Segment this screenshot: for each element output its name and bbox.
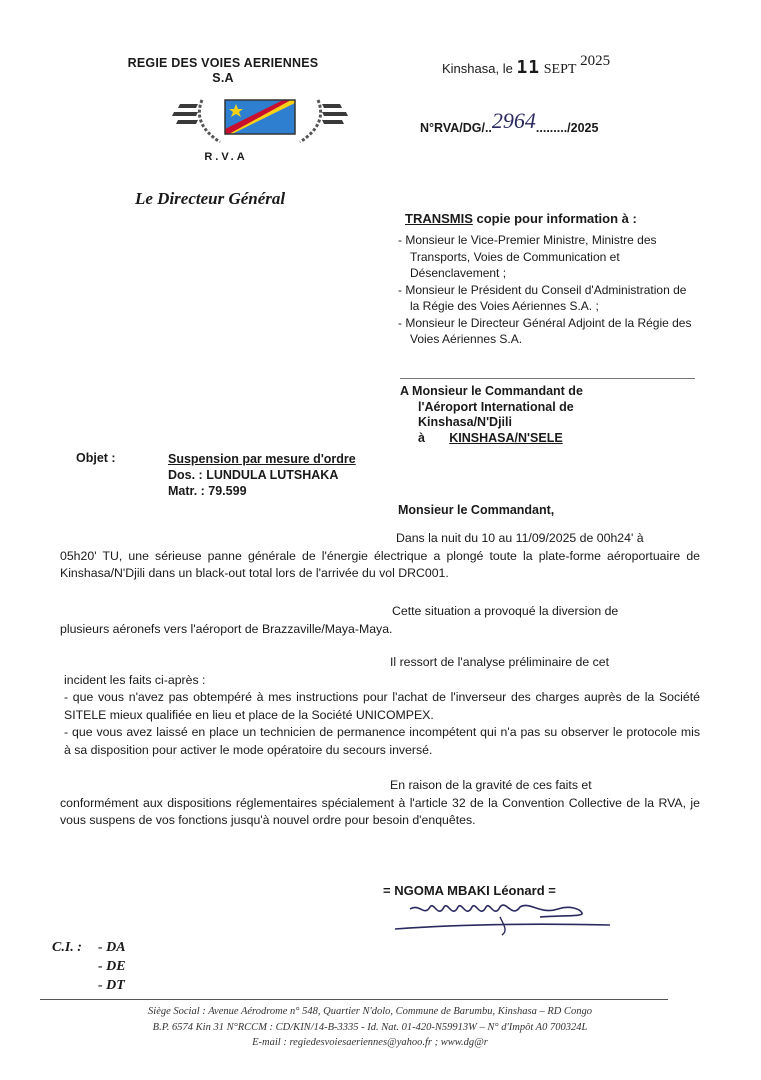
reference-suffix: ........./2025 — [535, 121, 599, 135]
organization-name-line2: S.A — [212, 71, 234, 85]
paragraph-3-bullet-2: - que vous avez laissé en place un technicien de permanence incompétent qui n'a pas su observer le protocole mis à sa disposition pour activer le mode opératoire du secours inversé. — [64, 725, 700, 757]
handwritten-signature-icon — [390, 895, 620, 940]
place-date-prefix: Kinshasa, le — [442, 61, 513, 76]
copy-item: - DT — [98, 978, 125, 993]
logo-label: R.V.A — [204, 151, 248, 163]
date-day: 11 — [516, 57, 541, 78]
addressee-line2: l'Aéroport International de — [418, 399, 574, 414]
addressee-line1: A Monsieur le Commandant de — [400, 384, 583, 398]
paragraph-3-bullet-1: - que vous n'avez pas obtempéré à mes instructions pour l'achat de l'inverseur des charges auprès de la Société SITELE mieux qualifiée en lieu et place de la Société UNICOMPEX. — [64, 690, 700, 722]
organization-name — [98, 56, 348, 86]
rva-logo-icon — [170, 92, 350, 146]
reference-number — [420, 108, 599, 138]
recipient-item: - Monsieur le Directeur Général Adjoint de la Régie des Voies Aériennes S.A. — [398, 315, 692, 346]
reference-prefix: N°RVA/DG/.. — [420, 121, 492, 135]
addressee-line4-prefix: à — [418, 430, 425, 445]
body-paragraph-1 — [60, 530, 700, 583]
copies-block — [52, 938, 126, 993]
subject-dossier: Dos. : LUNDULA LUTSHAKA — [168, 468, 339, 482]
reference-handwritten-number: 2964 — [491, 108, 536, 133]
footer-contact: E-mail : regiedesvoiesaeriennes@yahoo.fr ; www.dg@r — [252, 1037, 488, 1048]
place-date — [442, 53, 611, 78]
addressee-city: KINSHASA/N'SELE — [449, 430, 563, 445]
transmis-heading — [405, 211, 637, 226]
salutation: Monsieur le Commandant, — [398, 503, 555, 517]
footer — [40, 1004, 700, 1051]
date-month: SEPT — [543, 62, 577, 77]
divider — [400, 378, 695, 379]
footer-divider — [40, 999, 668, 1000]
copies-label: C.I. : — [52, 940, 82, 955]
subject-label: Objet : — [76, 451, 116, 465]
addressee-line3: Kinshasa/N'Djili — [418, 415, 512, 429]
copy-item: - DA — [98, 940, 126, 955]
director-title: Le Directeur Général — [135, 189, 286, 208]
date-year: 2025 — [580, 53, 611, 69]
transmis-heading-word: TRANSMIS — [405, 211, 473, 226]
transmis-heading-rest: copie pour information à : — [472, 211, 637, 226]
recipient-item: - Monsieur le Président du Conseil d'Administration de la Régie des Voies Aériennes S.A. ; — [398, 282, 687, 313]
addressee-block — [400, 384, 583, 446]
paragraph-4-first-line: En raison de la gravité de ces faits et — [390, 778, 592, 792]
paragraph-1-rest: 05h20' TU, une sérieuse panne générale de l'énergie électrique a plongé toute la plate-forme aéroportuaire de Kinshasa/N'Djili dans un black-out total lors de l'arrivée du vol DRC001. — [60, 548, 700, 580]
paragraph-3-rest: incident les faits ci-après : — [64, 672, 206, 687]
signatory-name: = NGOMA MBAKI Léonard = — [383, 883, 556, 898]
body-paragraph-4 — [60, 777, 700, 830]
body-paragraph-2 — [60, 603, 700, 638]
paragraph-4-rest: conformément aux dispositions réglementaires spécialement à l'article 32 de la Convention Collective de la RVA, je vous suspens de vos fonctions jusqu'à nouvel ordre pour besoin d'enquêtes. — [60, 795, 700, 827]
paragraph-2-first-line: Cette situation a provoqué la diversion de — [392, 604, 619, 618]
subject-block — [168, 451, 356, 499]
copy-item: - DE — [98, 959, 126, 974]
recipient-item: - Monsieur le Vice-Premier Ministre, Ministre des Transports, Voies de Communication et Désenclavement ; — [398, 233, 657, 280]
paragraph-3-first-line: Il ressort de l'analyse préliminaire de cet — [390, 655, 610, 669]
organization-name-line1: REGIE DES VOIES AERIENNES — [127, 56, 319, 70]
paragraph-2-rest: plusieurs aéronefs vers l'aéroport de Brazzaville/Maya-Maya. — [60, 621, 393, 636]
subject-matricule: Matr. : 79.599 — [168, 484, 247, 498]
paragraph-1-first-line: Dans la nuit du 10 au 11/09/2025 de 00h24' à — [396, 531, 644, 545]
footer-address: Siège Social : Avenue Aérodrome n° 548, Quartier N'dolo, Commune de Barumbu, Kinshasa – RD Congo — [148, 1006, 592, 1017]
footer-registration: B.P. 6574 Kin 31 N°RCCM : CD/KIN/14-B-3335 - Id. Nat. 01-420-N59913W – N° d'Impôt A0 700324L — [152, 1021, 588, 1033]
recipient-list — [398, 232, 698, 348]
subject-title: Suspension par mesure d'ordre — [168, 452, 356, 466]
body-paragraph-3 — [64, 654, 700, 759]
